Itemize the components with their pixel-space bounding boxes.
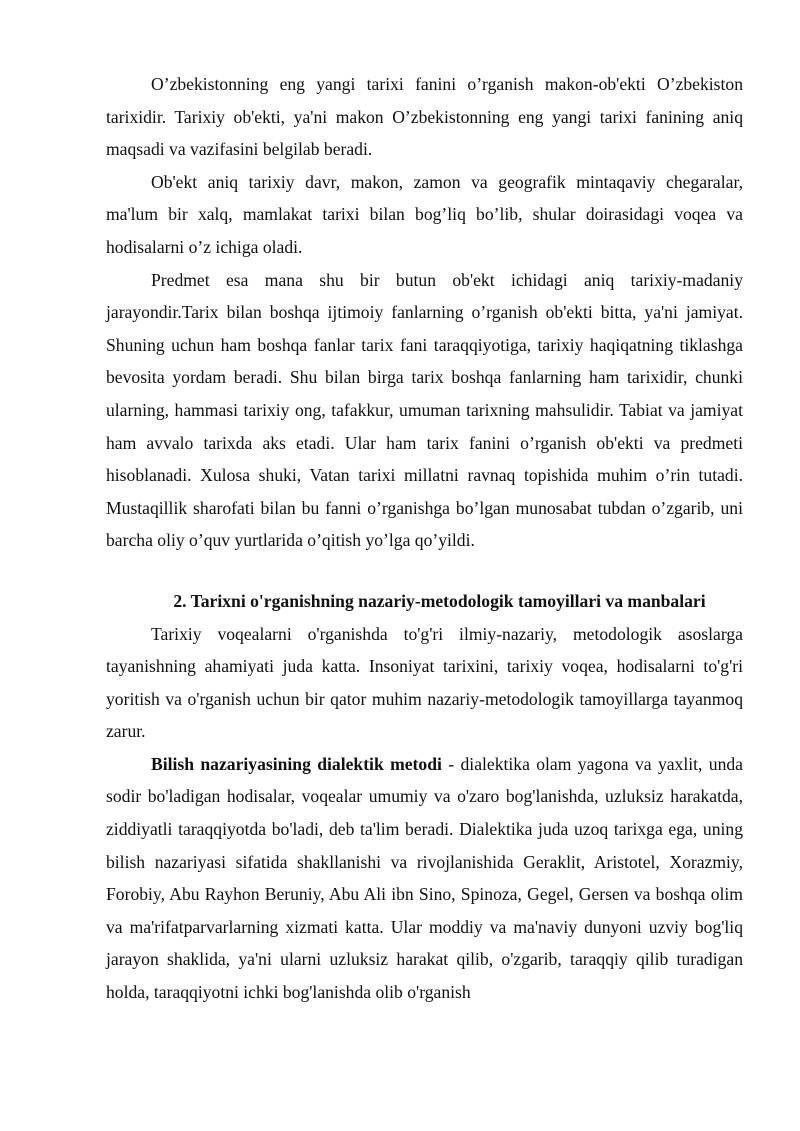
paragraph-2: Ob'ekt aniq tarixiy davr, makon, zamon va geografik mintaqaviy chegaralar, ma'lum bir xalq, mamlakat tarixi bilan bog’liq bo’lib, shular doirasidagi voqea va hodisalarni o’z ichiga oladi. — [106, 171, 743, 257]
paragraph-3: Predmet esa mana shu bir butun ob'ekt ichidagi aniq tarixiy-madaniy jarayondir.Tarix bilan boshqa ijtimoiy fanlarning o’rganish ob'ekti bitta, ya'ni jamiyat. Shuning uchun ham boshqa fanlar tarix fani taraqqiyotiga, tarixiy haqiqatning tiklashga bevosita yordam beradi. Shu bilan birga tarix boshqa fanlarning ham tarixidir, chunki ularning, hammasi tarixiy ong, tafakkur, umuman tarixning mahsulidir. Tabiat va jamiyat ham avvalo tarixda aks etadi. Ular ham tarix fanini o’rganish ob'ekti va predmeti hisoblanadi. Xulosa shuki, Vatan tarixi millatni ravnaq topishida muhim o’rin tutadi. Mustaqillik sharofati bilan bu fanni o’rganishga bo’lgan munosabat tubdan o’zgarib, uni barcha oliy o’quv yurtlarida o’qitish yo’lga qo’yildi. — [106, 269, 743, 551]
paragraph-4: Tarixiy voqealarni o'rganishda to'g'ri ilmiy-nazariy, metodologik asoslarga tayanishning ahamiyati juda katta. Insoniyat tarixini, tarixiy voqea, hodisalarni to'g'ri yoritish va o'rganish uchun bir qator muhim nazariy-metodologik tamoyillarga tayanmoq zarur. — [106, 623, 743, 742]
paragraph-5-text: - dialektika olam yagona va yaxlit, unda sodir bo'ladigan hodisalar, voqealar umumiy va o'zaro bog'lanishda, uzluksiz harakatda, ziddiyatli taraqqiyotda bo'ladi, deb ta'lim beradi. Dialektika juda uzoq tarixga ega, uning bilish nazariyasi sifatida shakllanishi va rivojlanishida Geraklit, Aristotel, Xorazmiy, Forobiy, Abu Rayhon Beruniy, Abu Ali ibn Sino, Spinoza, Gegel, Gersen va boshqa olim va ma'rifatparvarlarning xizmati katta. Ular moddiy va ma'naviy dunyoni uzviy bog'liq jarayon shaklida, ya'ni ularni uzluksiz harakat qilib, o'zgarib, taraqqiy qilib turadigan holda, taraqqiyotni ichki bog'lanishda olib o'rganish — [106, 753, 743, 1003]
paragraph-5-bold-term: Bilish nazariyasining dialektik metodi — [151, 753, 442, 774]
paragraph-5 — [106, 748, 743, 1009]
section-heading: 2. Tarixni o'rganishning nazariy-metodologik tamoyillari va manbalari — [173, 590, 706, 611]
paragraph-1: O’zbekistonning eng yangi tarixi fanini o’rganish makon-ob'ekti O’zbekiston tarixidir. Tarixiy ob'ekti, ya'ni makon O’zbekistonning eng yangi tarixi fanining aniq maqsadi va vazifasini belgilab beradi. — [106, 74, 743, 160]
